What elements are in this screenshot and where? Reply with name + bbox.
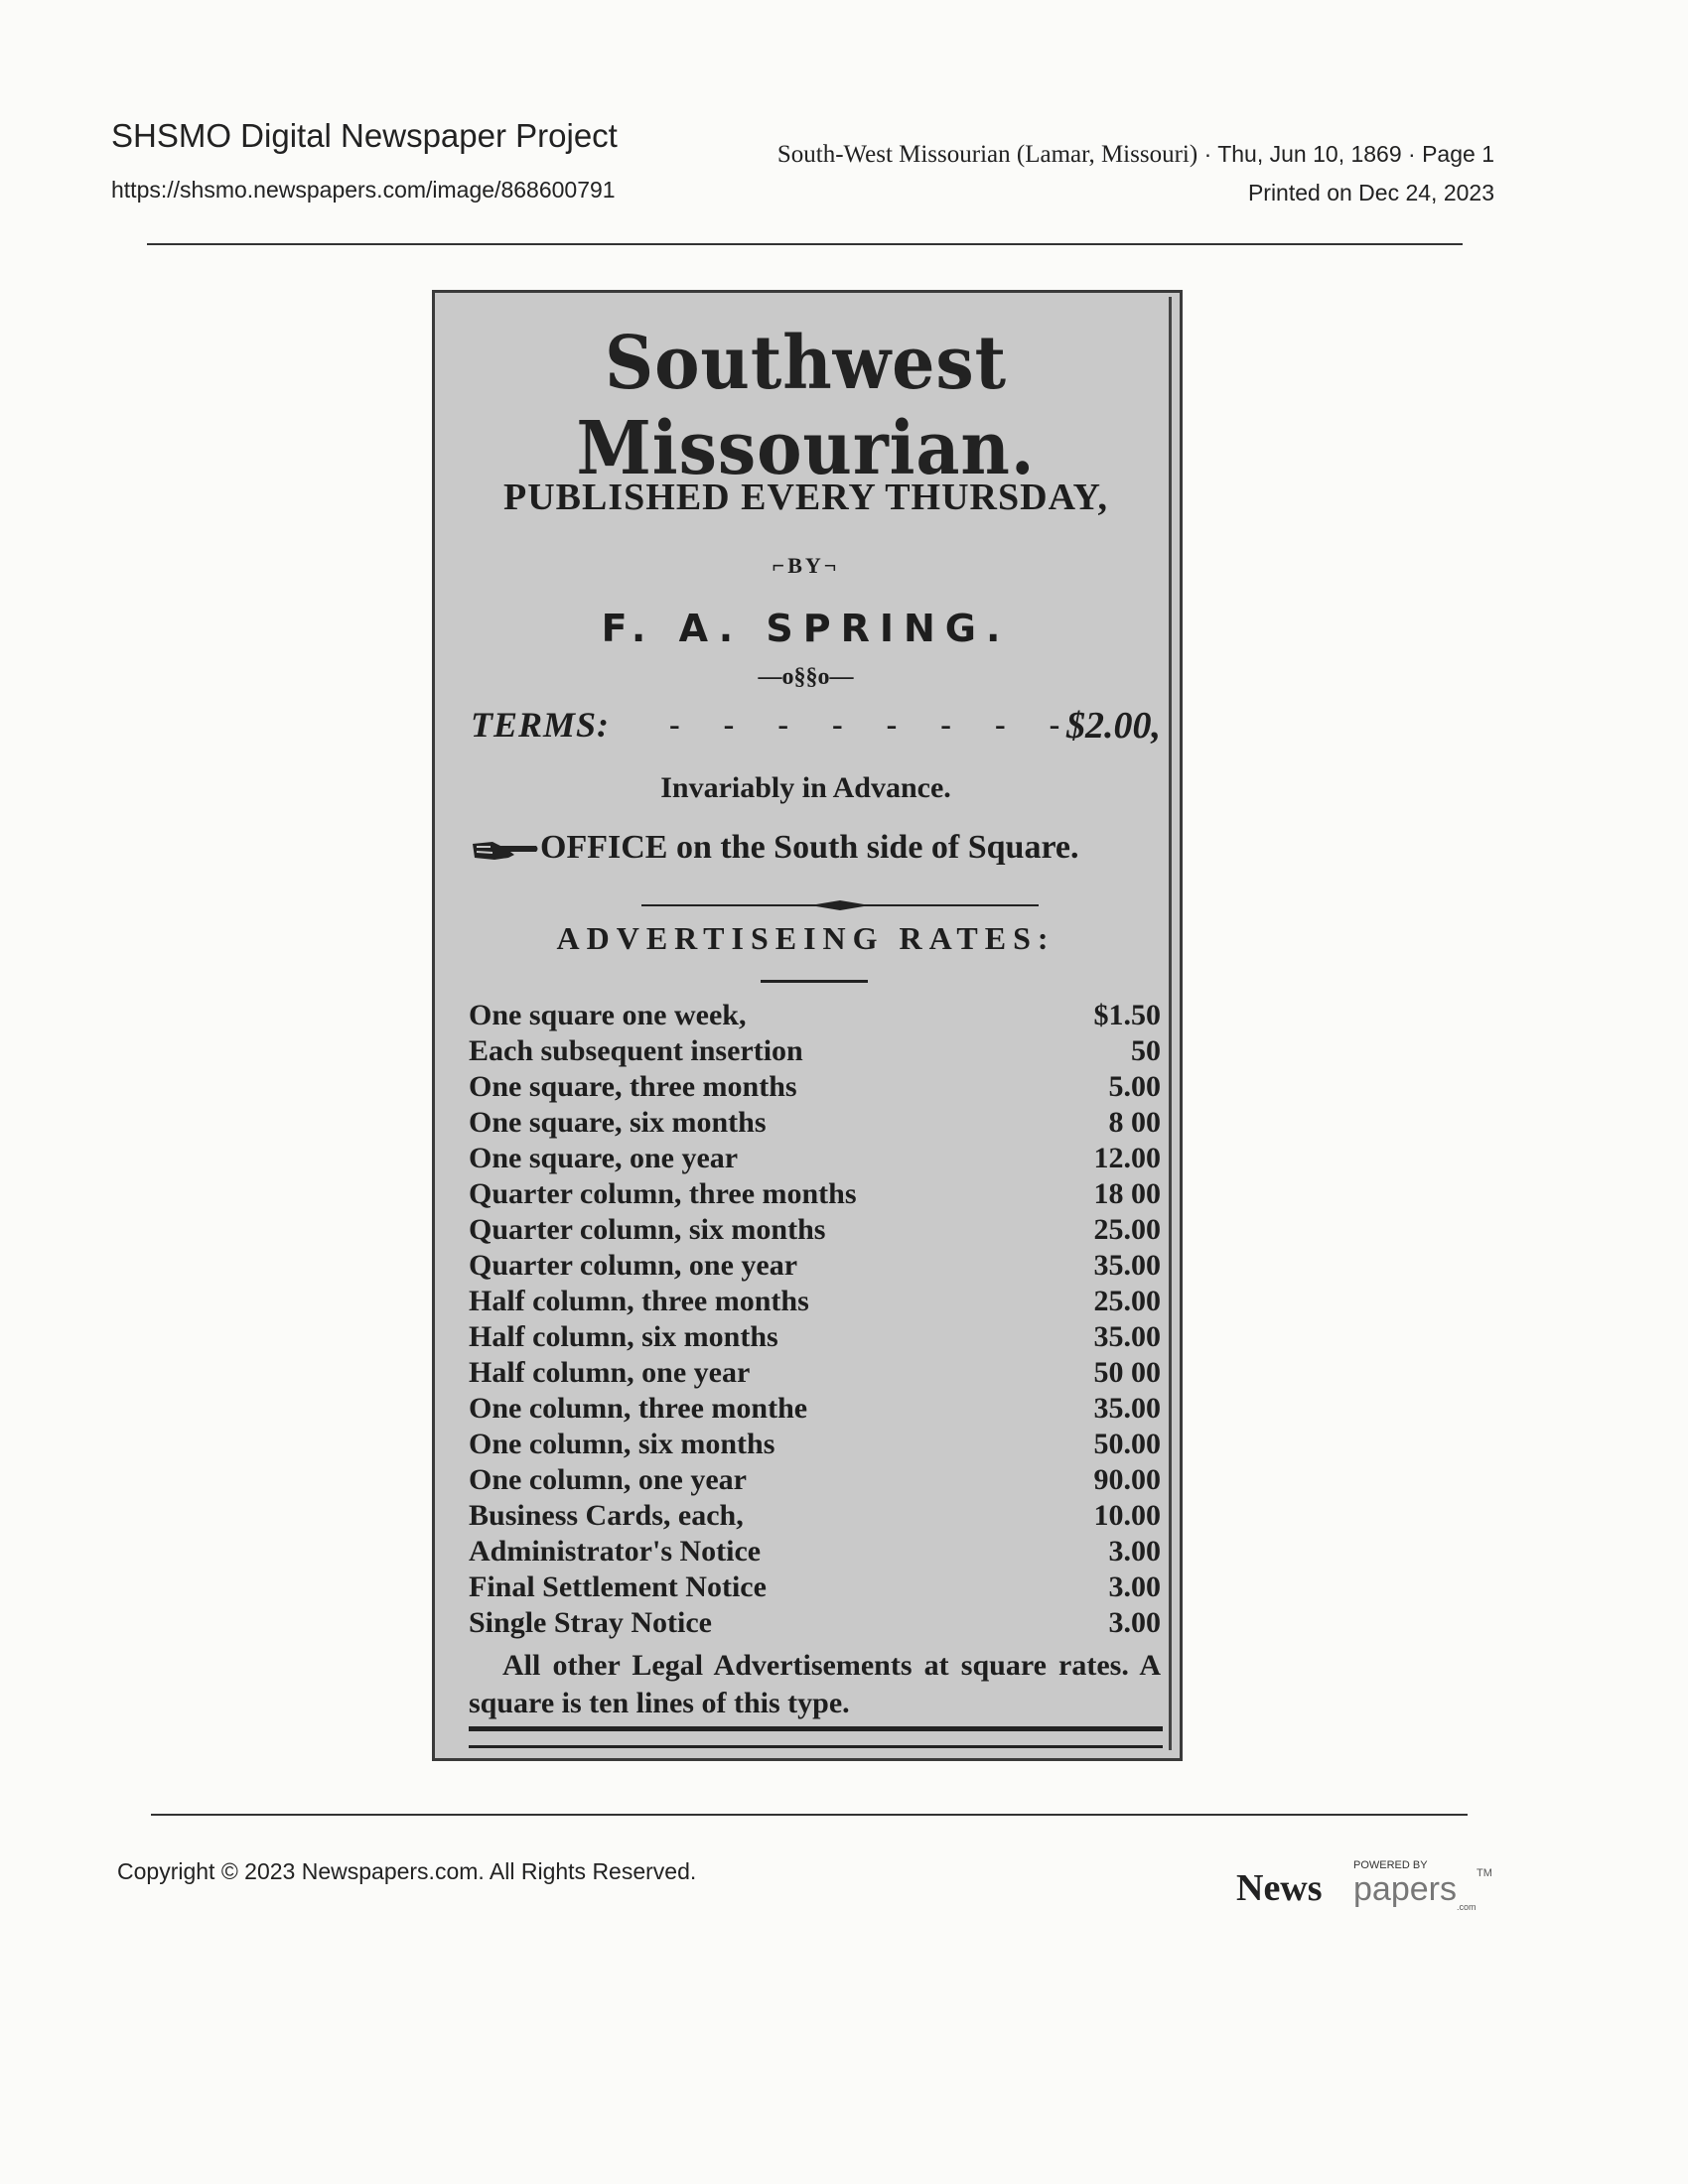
rate-label: Half column, three months [469, 1285, 809, 1317]
masthead: Southwest Missourian. [576, 321, 1036, 491]
rate-price: 8 00 [1108, 1106, 1161, 1139]
logo-tm: TM [1477, 1867, 1492, 1879]
rate-row [469, 1319, 1161, 1355]
rate-row [469, 1212, 1161, 1248]
rates-heading: ADVERTISEING RATES: [556, 920, 1055, 956]
rate-row [469, 1355, 1161, 1391]
rate-row [469, 1498, 1161, 1534]
heading-rule [761, 980, 868, 983]
rate-row [469, 1176, 1161, 1212]
rates-list [469, 998, 1161, 1641]
rate-label: Administrator's Notice [469, 1535, 762, 1568]
separator: · [1408, 141, 1416, 167]
newspapers-logo [1236, 1856, 1504, 1912]
advance-line: Invariably in Advance. [660, 771, 951, 804]
rate-label: One column, six months [469, 1428, 775, 1460]
logo-news: News [1236, 1867, 1323, 1909]
rate-label: Final Settlement Notice [469, 1570, 767, 1603]
rate-label: One square, six months [469, 1106, 767, 1139]
rate-price: $1.50 [1093, 999, 1161, 1031]
rate-price: 35.00 [1093, 1392, 1161, 1425]
rate-row [469, 1248, 1161, 1284]
ornament: —o§§o— [758, 664, 854, 690]
rate-row [469, 1391, 1161, 1427]
rate-label: Quarter column, one year [469, 1249, 798, 1282]
logo-com: .com [1457, 1902, 1477, 1912]
by-ornament-right: ¬ [823, 553, 840, 578]
rate-price: 50.00 [1093, 1428, 1161, 1460]
office-line [471, 829, 1163, 867]
rate-price: 50 [1131, 1034, 1161, 1067]
rate-label: Half column, one year [469, 1356, 751, 1389]
editor-name: F. A. SPRING. [601, 607, 1011, 650]
paper-date: Thu, Jun 10, 1869 [1217, 141, 1402, 167]
rate-row [469, 1427, 1161, 1462]
rate-label: One column, three monthe [469, 1392, 808, 1425]
rate-price: 10.00 [1093, 1499, 1161, 1532]
rate-price: 18 00 [1093, 1177, 1161, 1210]
rate-label: Single Stray Notice [469, 1606, 712, 1639]
by-ornament-left: ⌐ [772, 553, 788, 578]
header-divider [147, 243, 1463, 245]
page-number: Page 1 [1422, 141, 1494, 167]
rate-label: One square, three months [469, 1070, 797, 1103]
project-title: SHSMO Digital Newspaper Project [111, 117, 618, 154]
rate-price: 25.00 [1093, 1213, 1161, 1246]
newspaper-clipping [432, 290, 1183, 1761]
rate-row [469, 1605, 1161, 1641]
rate-row [469, 1534, 1161, 1570]
rate-label: Business Cards, each, [469, 1499, 744, 1532]
terms-price: $2.00, [1066, 705, 1161, 747]
footer-divider [151, 1814, 1468, 1816]
image-url: https://shsmo.newspapers.com/image/868600791 [111, 177, 616, 203]
terms-label: TERMS: [471, 705, 611, 745]
paper-info-line [777, 135, 1494, 174]
ornamental-rule [641, 900, 1039, 910]
rate-price: 5.00 [1108, 1070, 1161, 1103]
rate-row [469, 998, 1161, 1033]
terms-leader: - - - - - - - - [669, 706, 1078, 742]
rate-label: Half column, six months [469, 1320, 778, 1353]
terms-row [471, 704, 1161, 753]
rate-price: 35.00 [1093, 1320, 1161, 1353]
rate-price: 35.00 [1093, 1249, 1161, 1282]
rate-label: One column, one year [469, 1463, 747, 1496]
rate-label: One square one week, [469, 999, 747, 1031]
rate-row [469, 1033, 1161, 1069]
rate-price: 3.00 [1108, 1570, 1161, 1603]
by-line [443, 553, 1169, 579]
rate-row [469, 1141, 1161, 1176]
rate-row [469, 1105, 1161, 1141]
rate-row [469, 1069, 1161, 1105]
rate-label: Each subsequent insertion [469, 1034, 803, 1067]
separator: · [1203, 141, 1212, 167]
bottom-rule [469, 1726, 1163, 1748]
rate-label: Quarter column, six months [469, 1213, 826, 1246]
rate-row [469, 1284, 1161, 1319]
rate-price: 90.00 [1093, 1463, 1161, 1496]
clipping-body [443, 297, 1172, 1750]
rate-price: 12.00 [1093, 1142, 1161, 1174]
by-text: BY [787, 553, 824, 578]
rate-label: Quarter column, three months [469, 1177, 857, 1210]
rates-note: All other Legal Advertisements at square rates. A square is ten lines of this type. [469, 1649, 1161, 1719]
rate-price: 25.00 [1093, 1285, 1161, 1317]
logo-powered-by: POWERED BY [1353, 1859, 1428, 1871]
pointing-hand-icon [471, 836, 540, 864]
paper-name: South-West Missourian (Lamar, Missouri) [776, 141, 1198, 168]
logo-papers: papers [1353, 1870, 1457, 1908]
rate-price: 3.00 [1108, 1535, 1161, 1568]
printed-date: Printed on Dec 24, 2023 [1247, 180, 1494, 205]
rate-row [469, 1462, 1161, 1498]
rate-price: 50 00 [1093, 1356, 1161, 1389]
office-text: OFFICE on the South side of Square. [540, 829, 1079, 866]
paper-info-block [777, 135, 1494, 211]
rate-price: 3.00 [1108, 1606, 1161, 1639]
rate-label: One square, one year [469, 1142, 739, 1174]
rate-row [469, 1570, 1161, 1605]
published-line: PUBLISHED EVERY THURSDAY, [503, 477, 1108, 518]
copyright: Copyright © 2023 Newspapers.com. All Rights Reserved. [117, 1858, 697, 1884]
